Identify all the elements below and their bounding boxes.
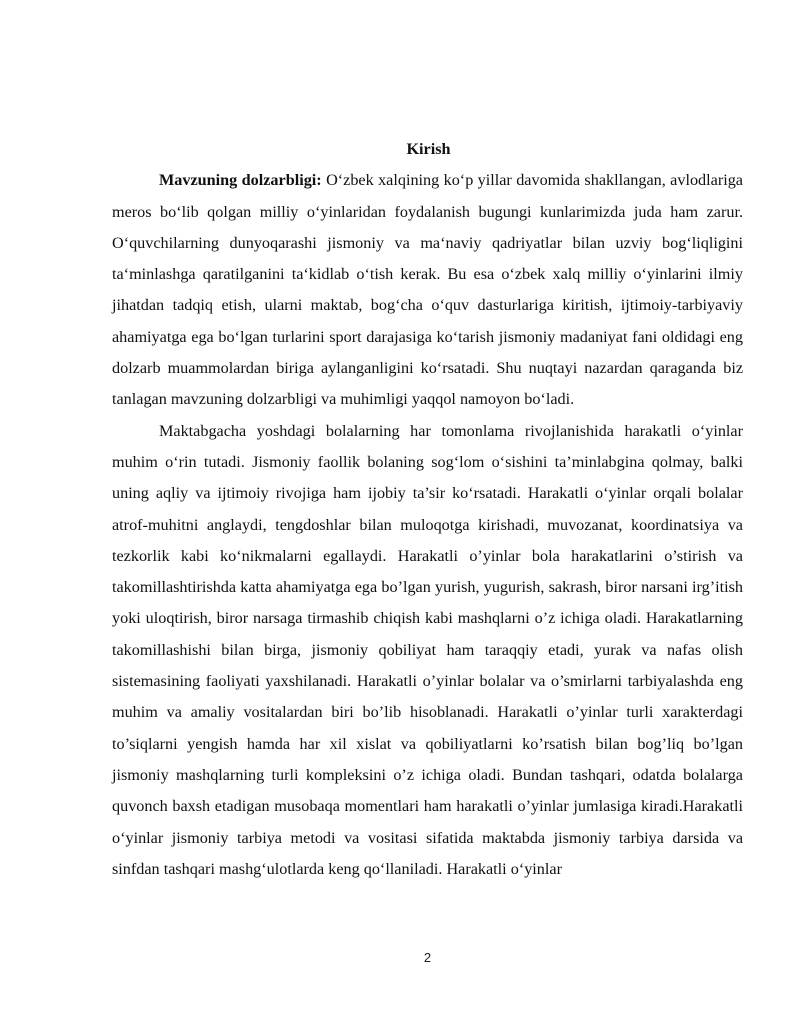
document-body [112,134,743,885]
page-number: 2 [423,950,432,965]
section-title: Kirish [406,140,451,158]
paragraph-text: O‘zbek xalqining ko‘p yillar davomida shakllangan, avlodlariga meros bo‘lib qolgan milliy o‘yinlaridan foydalanish bugungi kunlarimizda juda ham zarur. O‘quvchilarning dunyoqarashi jismoniy va ma‘naviy qadriyatlar bilan uzviy bog‘liqligini ta‘minlashga qaratilganini ta‘kidlab o‘tish kerak. Bu esa o‘zbek xalq milliy o‘yinlarini ilmiy jihatdan tadqiq etish, ularni maktab, bog‘cha o‘quv dasturlariga kiritish, ijtimoiy-tarbiyaviy ahamiyatga ega bo‘lgan turlarini sport darajasiga ko‘tarish jismoniy madaniyat fani oldidagi eng dolzarb muammolardan biriga aylanganligini ko‘rsatadi. Shu nuqtayi nazardan qaraganda biz tanlagan mavzuning dolzarbligi va muhimligi yaqqol namoyon bo‘ladi. [112,171,743,409]
paragraph-relevance [112,165,743,415]
paragraph-lead: Mavzuning dolzarbligi: [159,171,322,190]
paragraph-games: Maktabgacha yoshdagi bolalarning har tomonlama rivojlanishida harakatli o‘yinlar muhim o‘rin tutadi. Jismoniy faollik bolaning sog‘lom o‘sishini ta’minlabgina qolmay, balki uning aqliy va ijtimoiy rivojiga ham ijobiy ta’sir ko‘rsatadi. Harakatli o‘yinlar orqali bolalar atrof-muhitni anglaydi, tengdoshlar bilan muloqotga kirishadi, muvozanat, koordinatsiya va tezkorlik kabi ko‘nikmalarni egallaydi. Harakatli o’yinlar bola harakatlarini o’stirish va takomillashtirishda katta ahamiyatga ega bo’lgan yurish, yugurish, sakrash, biror narsani irg’itish yoki uloqtirish, biror narsaga tirmashib chiqish kabi mashqlarni o’z ichiga oladi. Harakatlarning takomillashishi bilan birga, jismoniy qobiliyat ham taraqqiy etadi, yurak va nafas olish sistemasining faoliyati yaxshilanadi. Harakatli o’yinlar bolalar va o’smirlarni tarbiyalashda eng muhim va amaliy vositalardan biri bo’lib hisoblanadi. Harakatli o’yinlar turli xarakterdagi to’siqlarni yengish hamda har xil xislat va qobiliyatlarni ko’rsatish bilan bog’liq bo’lgan jismoniy mashqlarning turli kompleksini o’z ichiga oladi. Bundan tashqari, odatda bolalarga quvonch baxsh etadigan musobaqa momentlari ham harakatli o’yinlar jumlasiga kiradi.Harakatli o‘yinlar jismoniy tarbiya metodi va vositasi sifatida maktabda jismoniy tarbiya darsida va sinfdan tashqari mashg‘ulotlarda keng qo‘llaniladi. Harakatli o‘yinlar [112,421,743,878]
